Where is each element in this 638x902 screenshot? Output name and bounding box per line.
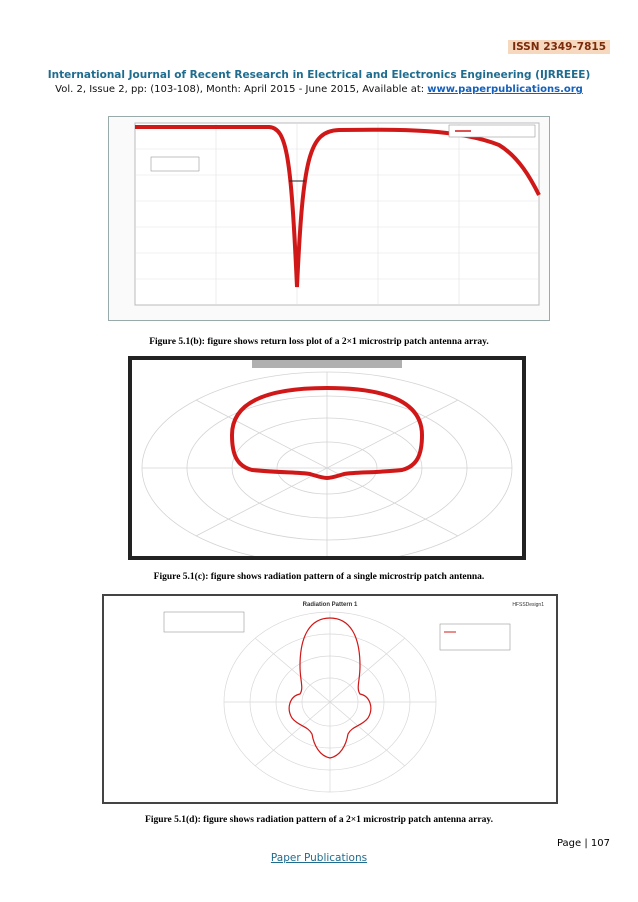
- legend-box: [440, 624, 510, 650]
- polar-grid: [224, 612, 436, 792]
- figure-caption-c: Figure 5.1(c): figure shows radiation pattern of a single microstrip patch antenna.: [153, 572, 485, 582]
- radiation-pattern-array-figure: [102, 594, 558, 804]
- array-plot-title: Radiation Pattern 1: [302, 602, 358, 608]
- radiation-pattern-single-plot: [132, 360, 522, 556]
- radiation-pattern-array-plot: [104, 596, 556, 802]
- marker-table: [151, 157, 199, 171]
- volume-line: [0, 84, 638, 95]
- plot-area: [135, 123, 539, 305]
- return-loss-plot: [109, 117, 549, 320]
- publisher-link[interactable]: Paper Publications: [270, 852, 368, 864]
- return-loss-figure: [108, 116, 550, 321]
- journal-title: International Journal of Recent Research in Electrical and Electronics Engineering (IJRREEE): [47, 69, 591, 81]
- plot-title-bar: [252, 360, 402, 368]
- publisher-footer: [0, 852, 638, 864]
- volume-text: Vol. 2, Issue 2, pp: (103-108), Month: April 2015 - June 2015, Available at:: [55, 84, 428, 95]
- radiation-pattern-single-figure: [128, 356, 526, 560]
- figure-caption-d: Figure 5.1(d): figure shows radiation pattern of a 2×1 microstrip patch antenna array.: [145, 815, 493, 825]
- array-plot-tag: HFSSDesign1: [512, 602, 544, 608]
- marker-table: [164, 612, 244, 632]
- page-number: Page | 107: [556, 838, 610, 849]
- figure-caption-b: Figure 5.1(b): figure shows return loss plot of a 2×1 microstrip patch antenna array.: [149, 337, 489, 347]
- issn-badge: ISSN 2349-7815: [508, 40, 610, 54]
- journal-url-link[interactable]: www.paperpublications.org: [427, 84, 583, 95]
